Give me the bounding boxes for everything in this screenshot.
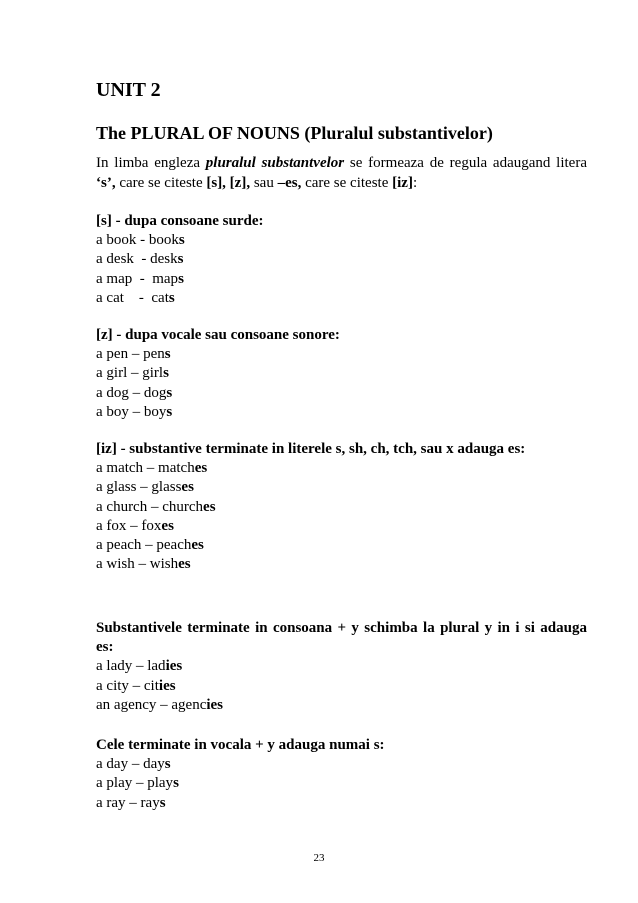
example-line [96, 364, 587, 383]
example-line [96, 289, 587, 308]
intro-emphasis: [s], [z], [206, 174, 251, 191]
example-suffix: s [159, 794, 166, 811]
example-base: a fox – fox [96, 517, 162, 534]
group-heading: [z] - dupa vocale sau consoane sonore: [96, 327, 340, 343]
example-suffix: ies [158, 677, 176, 694]
example-line [96, 794, 587, 813]
example-suffix: s [164, 756, 171, 773]
example-base: a girl – girl [96, 365, 164, 382]
example-base: a day – day [96, 756, 165, 773]
example-suffix: s [164, 346, 171, 363]
example-suffix: s [166, 403, 173, 420]
example-suffix: es [203, 498, 216, 515]
example-base: a boy – boy [96, 403, 167, 420]
example-suffix: s [166, 384, 173, 401]
section-title: The PLURAL OF NOUNS (Pluralul substantivelor) [96, 123, 493, 143]
intro-emphasis: –es, [277, 174, 302, 191]
intro-emphasis: ‘s’, [96, 174, 116, 191]
example-line [96, 696, 587, 715]
example-suffix: es [181, 479, 194, 496]
intro-emphasis: [iz] [392, 174, 413, 191]
example-line [96, 498, 587, 517]
plural-group [96, 212, 587, 308]
example-base: a dog – dog [96, 384, 167, 401]
example-base: a pen – pen [96, 346, 165, 363]
example-suffix: es [161, 517, 174, 534]
example-line [96, 555, 587, 574]
plural-group [96, 326, 587, 422]
plural-group [96, 736, 587, 813]
example-line [96, 478, 587, 497]
example-base: an agency – agenc [96, 696, 207, 713]
example-base: a map - map [96, 270, 179, 287]
example-suffix: ies [206, 696, 224, 713]
plural-group [96, 619, 587, 715]
example-base: a cat - cat [96, 289, 169, 306]
intro-paragraph [96, 154, 587, 193]
example-line [96, 459, 587, 478]
example-base: a ray – ray [96, 794, 160, 811]
example-line [96, 536, 587, 555]
example-suffix: es [191, 537, 204, 554]
example-suffix: s [178, 232, 185, 249]
example-line [96, 384, 587, 403]
intro-text: sau [250, 174, 278, 191]
example-base: a peach – peach [96, 537, 192, 554]
group-heading: [s] - dupa consoane surde: [96, 213, 264, 229]
example-line [96, 774, 587, 793]
group-heading: [iz] - substantive terminate in literele s, sh, ch, tch, sau x adauga es: [96, 441, 526, 457]
intro-emphasis: pluralul substantvelor [205, 155, 345, 171]
example-base: a lady – lad [96, 658, 166, 675]
plural-group [96, 440, 587, 574]
page-number: 23 [313, 852, 325, 864]
intro-text: care se citeste [115, 174, 207, 191]
example-line [96, 403, 587, 422]
example-line [96, 231, 587, 250]
example-suffix: s [163, 365, 169, 382]
example-base: a city – cit [96, 677, 159, 694]
example-base: a play – play [96, 775, 174, 792]
example-line [96, 677, 587, 696]
example-line [96, 517, 587, 536]
unit-title: UNIT 2 [96, 79, 161, 101]
example-base: a desk - desk [96, 251, 178, 268]
intro-text: : [412, 174, 418, 191]
example-base: a wish – wish [96, 556, 179, 573]
example-suffix: ies [165, 658, 183, 675]
example-base: a match – match [96, 460, 195, 477]
example-suffix: es [178, 556, 191, 573]
example-suffix: s [173, 775, 179, 792]
example-base: a book - book [96, 232, 179, 249]
example-suffix: s [168, 289, 175, 306]
group-heading: Cele terminate in vocala + y adauga numai s: [96, 737, 385, 753]
example-line [96, 250, 587, 269]
example-line [96, 270, 587, 289]
intro-text: In limba engleza [96, 155, 206, 171]
intro-text: se formeaza de regula adaugand litera [344, 155, 587, 171]
example-line [96, 657, 587, 676]
example-base: a glass – glass [96, 479, 182, 496]
example-suffix: s [178, 270, 184, 287]
example-line [96, 755, 587, 774]
example-suffix: es [194, 460, 208, 477]
intro-text: care se citeste [301, 174, 393, 191]
example-base: a church – church [96, 498, 204, 515]
example-suffix: s [177, 251, 184, 268]
example-line [96, 345, 587, 364]
group-heading: Substantivele terminate in consoana + y schimba la plural y in i si adauga es: [96, 620, 587, 656]
